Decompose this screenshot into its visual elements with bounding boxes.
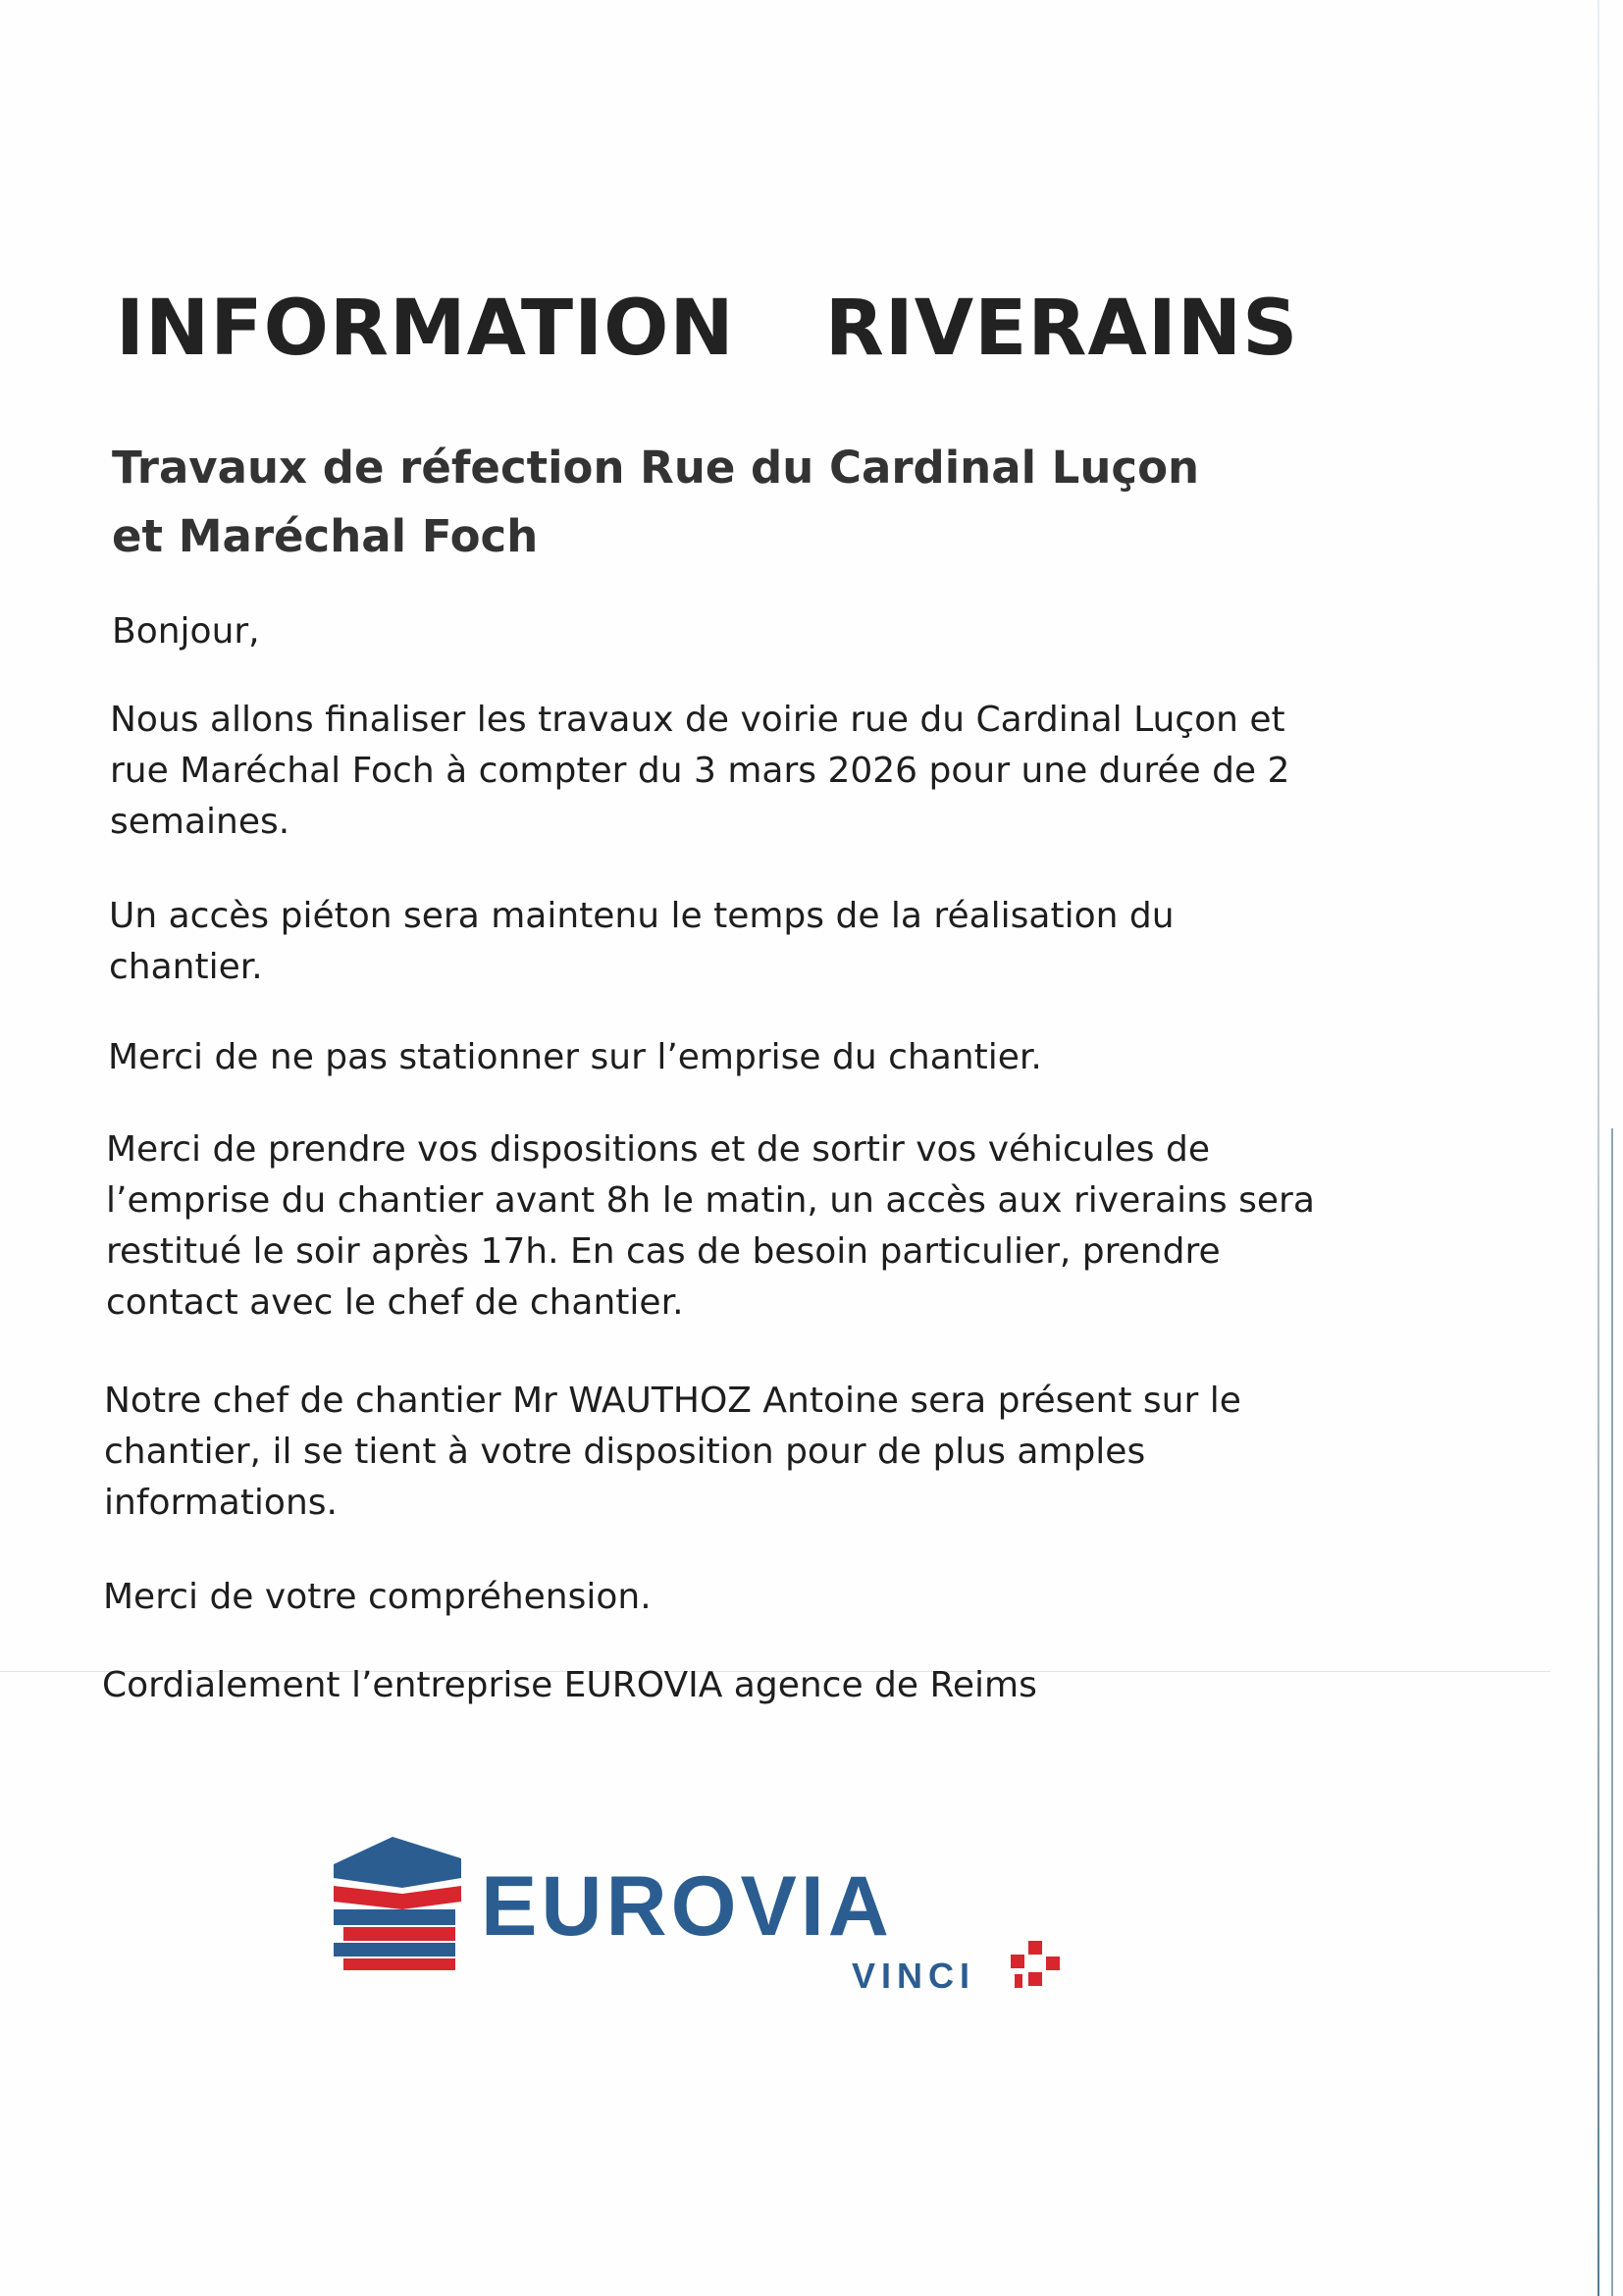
scan-edge — [1597, 0, 1599, 2296]
paragraph-vehicles: Merci de prendre vos dispositions et de sortir vos véhicules de l’emprise du chantier avant 8h le matin, un accès aux riverains sera restitué le soir après 17h. En cas de besoin particulier, prendre contact avec le chef de chantier. — [106, 1129, 1315, 1323]
eurovia-logo-graphic — [334, 1831, 1109, 2008]
title-word-information: INFORMATION — [116, 285, 735, 373]
scan-edge-inner — [1611, 1128, 1613, 2296]
logo-layer-top — [334, 1837, 461, 1888]
logo-bar-2 — [334, 1943, 455, 1957]
logo-wordmark-vinci: VINCI — [852, 1956, 976, 1996]
logo-bar-red-3 — [343, 1958, 455, 1970]
document-title — [116, 285, 1298, 373]
document-subtitle: Travaux de réfection Rue du Cardinal Luçon et Maréchal Foch — [112, 442, 1200, 562]
thanks-line: Merci de votre compréhension. — [103, 1577, 652, 1617]
paragraph-dates: Nous allons finaliser les travaux de voirie rue du Cardinal Luçon et rue Maréchal Foch à compter du 3 mars 2026 pour une durée de 2 semaines. — [110, 700, 1290, 842]
paragraph-site-manager: Notre chef de chantier Mr WAUTHOZ Antoine sera présent sur le chantier, il se tient à votre disposition pour de plus amples informations. — [104, 1381, 1241, 1523]
logo-layer-red-1 — [334, 1886, 461, 1909]
greeting: Bonjour, — [112, 611, 260, 652]
paragraph-no-parking: Merci de ne pas stationner sur l’emprise du chantier. — [108, 1037, 1042, 1077]
eurovia-vinci-logo — [334, 1831, 1109, 2008]
logo-bar-red-2 — [343, 1927, 455, 1941]
logo-bar-1 — [334, 1909, 455, 1925]
title-word-riverains: RIVERAINS — [824, 285, 1299, 373]
paragraph-pedestrian-access: Un accès piéton sera maintenu le temps de la réalisation du chantier. — [109, 896, 1175, 987]
logo-wordmark-eurovia: EUROVIA — [481, 1859, 893, 1954]
vinci-cross-icon — [1011, 1941, 1060, 1988]
closing-signature: Cordialement l’entreprise EUROVIA agence de Reims — [102, 1665, 1037, 1705]
